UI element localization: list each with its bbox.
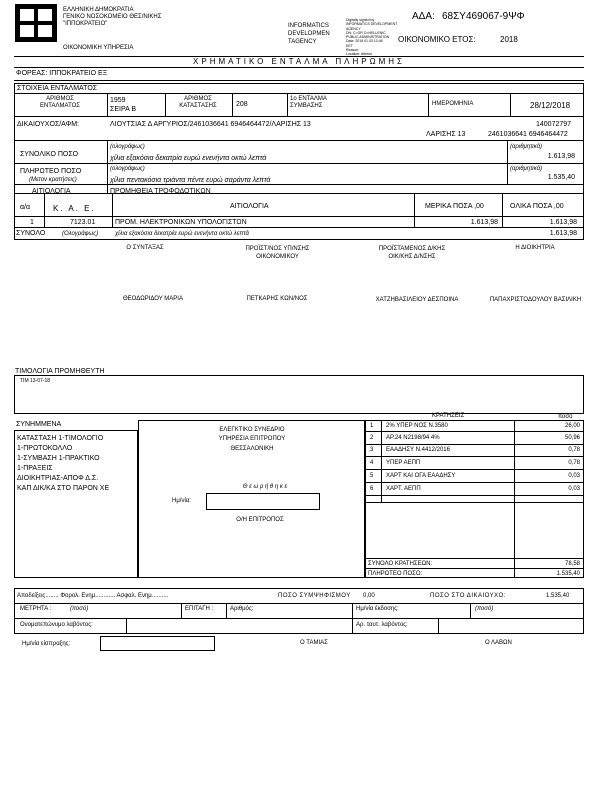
department-label: ΟΙΚΟΝΟΜΙΚΗ ΥΠΗΡΕΣΙΑ [63,45,134,51]
rule [414,193,415,227]
order-section-title: ΣΤΟΙΧΕΙΑ ΕΝΤΑΛΜΑΤΟΣ [17,85,98,92]
receiver-name-label: Ονοματεπώνυμο λαβόντος: [20,622,93,628]
rule [107,184,108,193]
rule [365,502,584,503]
rule [470,603,471,618]
signatory-name-1: ΘΕΟΔΩΡΙΔΟΥ ΜΑΡΙΑ [123,296,183,302]
receiver-id-label: Αρ. ταυτ. λαβόντος: [356,622,408,628]
rule [14,216,584,217]
audit-vised-label: Θ ε ω ρ ή θ η κ ε [242,484,288,490]
list-item: 1-ΠΡΑΞΕΙΣ [17,465,53,472]
items-col-total: ΟΛΙΚΑ ΠΟΣΑ ,00 [510,203,564,210]
rule [14,67,584,68]
payable-words-label: (ολογράφως) [110,166,145,172]
rule [226,603,227,618]
payable-value: 1.535,40 [547,174,575,181]
cheque-number-label: Αριθμός: [230,606,254,612]
items-col-kae: Κ. Α. Ε. [53,204,96,213]
deduction-no: 5 [370,473,374,479]
cheque-label: ΕΠΙΤΑΓΗ : [185,606,214,612]
rule [365,469,584,470]
deduction-value: 0,78 [568,460,580,466]
sig-line: Date: 2019.01.03 13:46 [346,39,383,44]
audit-line-3: ΘΕΣΣΑΛΟΝΙΚΗ [230,446,274,452]
signatory-name-2: ΠΕΤΚΑΡΗΣ ΚΩΝ/ΝΟΣ [246,296,308,302]
rule [365,444,584,445]
cashed-value: 0,00 [363,593,375,599]
rule [287,93,288,116]
order-number-label: ΑΡΙΘΜΟΣ ΕΝΤΑΛΜΑΤΟΣ [39,96,81,109]
row-reason: ΠΡΟΜ. ΗΛΕΚΤΡΟΝΙΚΩΝ ΥΠΟΛΟΓΙΣΤΩΝ [115,219,247,226]
rule [14,227,584,228]
deduction-value: 0,03 [568,473,580,479]
rule [365,456,584,457]
rule [365,482,584,483]
items-col-aa: α/α [20,204,31,211]
beneficiary-amount-label: ΠΟΣΟ ΣΤΟ ΔΙΚΑΙΟΥΧΟ: [430,593,506,599]
order-number-value: 1959 [110,97,126,104]
cash-label: ΜΕΤΡΗΤΑ : [20,606,52,612]
payable-sublabel: (Μετον κρατήσεις) [29,177,77,183]
rule [14,93,584,94]
fiscal-year-value: 2018 [500,35,518,44]
issue-date-label: Ημ/νία έκδοσης: [356,606,399,612]
attachments-list [17,434,137,494]
deduction-label: ΧΑΡΤ. ΑΕΠΠ [386,486,421,492]
rule [181,603,182,618]
catastasis-value: 208 [236,101,248,108]
contract-label: 1ο ΕΝΤΑΛΜΑ ΣΥΜΒΑΣΗΣ [290,96,327,109]
rule [365,431,584,432]
rule [428,93,429,116]
deduction-value: 0,78 [568,447,580,453]
org-line-2: ΓΕΝΙΚΟ ΝΟΣΟΚΟΜΕΙΟ ΘΕΣ/ΝΙΚΗΣ [63,14,162,20]
row-total: 1.613,98 [549,219,577,226]
sig-line: AGENCY [346,26,361,31]
deductions-payable-value: 1.535,40 [556,571,580,577]
items-col-reason: ΑΙΤΙΟΛΟΓΙΑ [230,203,269,210]
rule [44,193,45,227]
signatory-role-1: Ο ΣΥΝΤΑΞΑΣ [126,245,164,251]
list-item: 1-ΠΡΩΤΟΚΟΛΛΟ [17,445,73,452]
cashed-label: ΠΟΣΟ ΣΥΜΨΗΦΙΣΜΟΥ [278,593,351,599]
deduction-no: 2 [370,435,374,441]
sig-line: Digitally signed by [346,18,375,22]
rule [438,618,439,634]
sum-words-label: (Ολογράφως) [62,231,99,237]
signatory-role-3: ΠΡΟΪΣΤΑΜΕΝΟΣ Δ/ΚΗΣ ΟΙΚ/ΚΗΣ Δ/ΝΣΗΣ [378,246,446,260]
rule [502,193,503,227]
total-label: ΣΥΝΟΛΙΚΟ ΠΟΣΟ [20,151,79,158]
catastasis-label: ΑΡΙΘΜΟΣ ΚΑΤΑΣΤΑΣΗΣ [179,96,217,109]
org-line-1: ΕΛΛΗΝΙΚΗ ΔΗΜΟΚΡΑΤΙΑ [63,7,134,13]
deduction-value: 26,00 [564,423,580,429]
document-title: ΧΡΗΜΑΤΙΚΟ ΕΝΤΑΛΜΑ ΠΛΗΡΩΜΗΣ [193,57,405,66]
payable-label: ΠΛΗΡΩΤΕΟ ΠΟΣΟ [20,168,82,175]
beneficiary-phones: 2461036641 6946464472 [488,131,568,138]
audit-date-label: Ημ/νία: [172,498,191,504]
sum-label: ΣΥΝΟΛΟ [16,230,46,237]
rule [381,420,382,502]
proofs-label: Αποδείξεις........ Φορολ. Ενημ............ Ασφαλ. Ενημ.......... [17,593,169,599]
deduction-label: ΧΑΡΤ ΚΑΙ ΟΓΑ ΕΑΑΔΗΣΥ [386,473,456,479]
audit-line-2: ΥΠΗΡΕΣΙΑ ΕΠΙΤΡΟΠΟΥ [218,436,286,442]
total-words-label: (ολογράφως) [110,144,145,150]
deductions-total-label: ΣΥΝΟΛΟ ΚΡΑΤΗΣΕΩΝ: [368,561,433,567]
deduction-label: 2% ΥΠΕΡ ΝΟΣ Ν.3580 [386,423,448,429]
list-item: ΚΑΠ ΔΙΚ/ΚΑ ΣΤΟ ΠΑΡΟΝ ΧΕ [17,485,110,492]
audit-commissioner-label: Ο/Η ΕΠΙΤΡΟΠΟΣ [236,517,284,523]
total-value: 1.613,98 [547,153,575,160]
audit-date-field[interactable] [206,493,320,510]
invoices-box [14,375,584,414]
rule [107,140,108,184]
rule [14,603,584,604]
ida-label: ΑΔΑ: [412,11,435,22]
rule [365,558,584,559]
cash-amount-hint: (ποσό) [70,606,89,612]
list-item: 1-ΣΥΜΒΑΣΗ 1-ΠΡΑΚΤΙΚΟ [17,455,100,462]
deductions-total-value: 78,58 [564,561,580,567]
sig-line: DN: C=GR O=HELLENIC [346,30,386,35]
deduction-value: 0,03 [568,486,580,492]
invoices-title: ΤΙΜΟΛΟΓΙΑ ΠΡΟΜΗΘΕΥΤΗ [15,368,105,375]
signatory-role-2: ΠΡΟΪΣΤ/ΝΟΣ ΥΠ/ΝΣΗΣ ΟΙΚΟΝΟΜΙΚΟΥ [245,246,310,260]
deductions-amount-header: ποσό [558,414,573,420]
signatory-name-3: ΧΑΤΖΗΒΑΣΙΛΕΙΟΥ ΔΕΣΠΟΙΝΑ [375,297,459,303]
deduction-label: ΑΡ.24 Ν2198/94 4% [386,435,440,441]
payable-numbers-label: (αριθμητικά) [510,166,542,172]
ida-value: 68ΣΥ469067-9ΨΦ [442,11,525,22]
sum-value: 1.613,98 [549,230,577,237]
rule [14,618,584,619]
digital-signature-block [346,18,402,58]
rule [232,93,233,116]
sig-line: PUBLIC ADMINISTRATION [346,35,390,40]
fiscal-year-label: ΟΙΚΟΝΟΜΙΚΟ ΕΤΟΣ: [398,35,476,44]
deduction-no: 1 [370,423,374,429]
sum-words: χίλια εξακόσια δεκατρία ευρώ ενενήντα οκτώ λεπτά [115,231,249,237]
beneficiary-address: ΛΑΡΙΣΗΣ 13 [426,131,466,138]
beneficiary-label: ΔΙΚΑΙΟΥΧΟΣ/ΑΦΜ: [17,121,80,128]
cross-icon [17,6,55,40]
audit-line-1: ΕΛΕΓΚΤΙΚΟ ΣΥΝΕΔΡΙΟ [219,427,285,433]
invoice-entry: ΤΙΜ 13-07-18 [20,378,51,384]
beneficiary-afm: 140072797 [536,121,572,128]
rule [107,93,108,116]
row-kae: 7123.01 [70,219,96,226]
rule [365,495,584,496]
row-aa: 1 [30,219,34,226]
collection-date-field[interactable] [100,636,215,651]
receiver-sign-label: Ο ΛΑΒΩΝ [485,640,512,646]
org-line-3: "ΙΠΠΟΚΡΑΤΕΙΟ" [63,21,108,27]
attachments-title: ΣΥΝΗΜΜΕΝΑ [16,421,62,428]
rule [126,618,127,634]
payable-words: χίλια πεντακόσια τριάντα πέντε ευρώ σαράντα λεπτά [110,177,271,184]
deduction-no: 4 [370,460,374,466]
sig-line: Location: Athens [346,52,372,57]
rule [14,80,584,81]
agency-line-3: TAGENCY [288,39,317,45]
collection-date-label: Ημ/νία είσπραξης: [22,641,71,647]
date-value: 28/12/2018 [530,101,571,110]
sig-line: EET [346,43,353,48]
items-col-partial: ΜΕΡΙΚΑ ΠΟΣΑ ,00 [425,203,484,210]
deduction-no: 6 [370,486,374,492]
rule [165,93,166,116]
reason-label: ΑΙΤΙΟΛΟΓΙΑ [32,188,71,195]
date-label: ΗΜΕΡΟΜΗΝΙΑ [432,101,474,107]
total-words: χίλια εξακόσια δεκατρία ευρώ ενενήντα οκτώ λεπτά [110,155,267,162]
sig-line: INFORMATICS DEVELOPMENT [346,22,398,27]
beneficiary-value: ΛΙΟΥΤΣΙΑΣ Δ ΑΡΓΥΡΙΟΣ/2461036641 6946464472/ΛΑΡΙΣΗΣ 13 [110,121,311,128]
list-item: ΔΙΟΙΚΗΤΡΙΑΣ-ΑΠΟΦ Δ.Σ. [17,475,99,482]
deduction-value: 50,96 [564,435,580,441]
foreas-label: ΦΟΡΕΑΣ: ΙΠΠΟΚΡΑΤΕΙΟ ΕΞ [16,70,108,77]
cheque-amount-hint: (ποσό) [475,606,494,612]
rule [14,140,584,141]
total-numbers-label: (αριθμητικά) [510,144,542,150]
sig-line: Reason: [346,48,360,53]
rule [112,193,113,227]
order-series-value: ΣΕΙΡΑ Β [110,106,136,113]
list-item: ΚΑΤΑΣΤΑΣΗ 1-ΤΙΜΟΛΟΓΙΟ [17,435,104,442]
agency-line-2: DEVELOPMEN [288,31,330,37]
agency-line-1: INFORMATICS [288,23,329,29]
rule [365,568,584,569]
rule [510,93,511,116]
rule [507,140,508,184]
deduction-label: ΥΠΕΡ ΑΕΠΠ [386,460,421,466]
row-partial: 1.613,98 [470,219,498,226]
rule [14,184,584,185]
deduction-no: 3 [370,447,374,453]
signatory-name-4: ΠΑΠΑΧΡΙΣΤΟΔΟΥΛΟΥ ΒΑΣΙΛΙΚΗ [489,297,582,303]
rule [14,163,584,164]
beneficiary-amount-value: 1.535,40 [546,593,570,599]
signatory-role-4: Η ΔΙΟΙΚΗΤΡΙΑ [515,245,555,251]
reason-value: ΠΡΟΜΗΘΕΙΑ ΤΡΟΦΟΔΟΤΙΚΩΝ [110,188,211,195]
rule [14,116,584,117]
hellenic-cross-logo [15,4,57,42]
rule [14,193,584,194]
deductions-payable-label: ΠΛΗΡΩΤΕΟ ΠΟΣΟ: [368,571,423,577]
cashier-label: Ο ΤΑΜΙΑΣ [300,640,328,646]
deductions-title: ΚΡΑΤΗΣΕΙΣ [432,413,465,419]
deduction-label: ΕΑΑΔΗΣΥ Ν.4412/2016 [386,447,450,453]
